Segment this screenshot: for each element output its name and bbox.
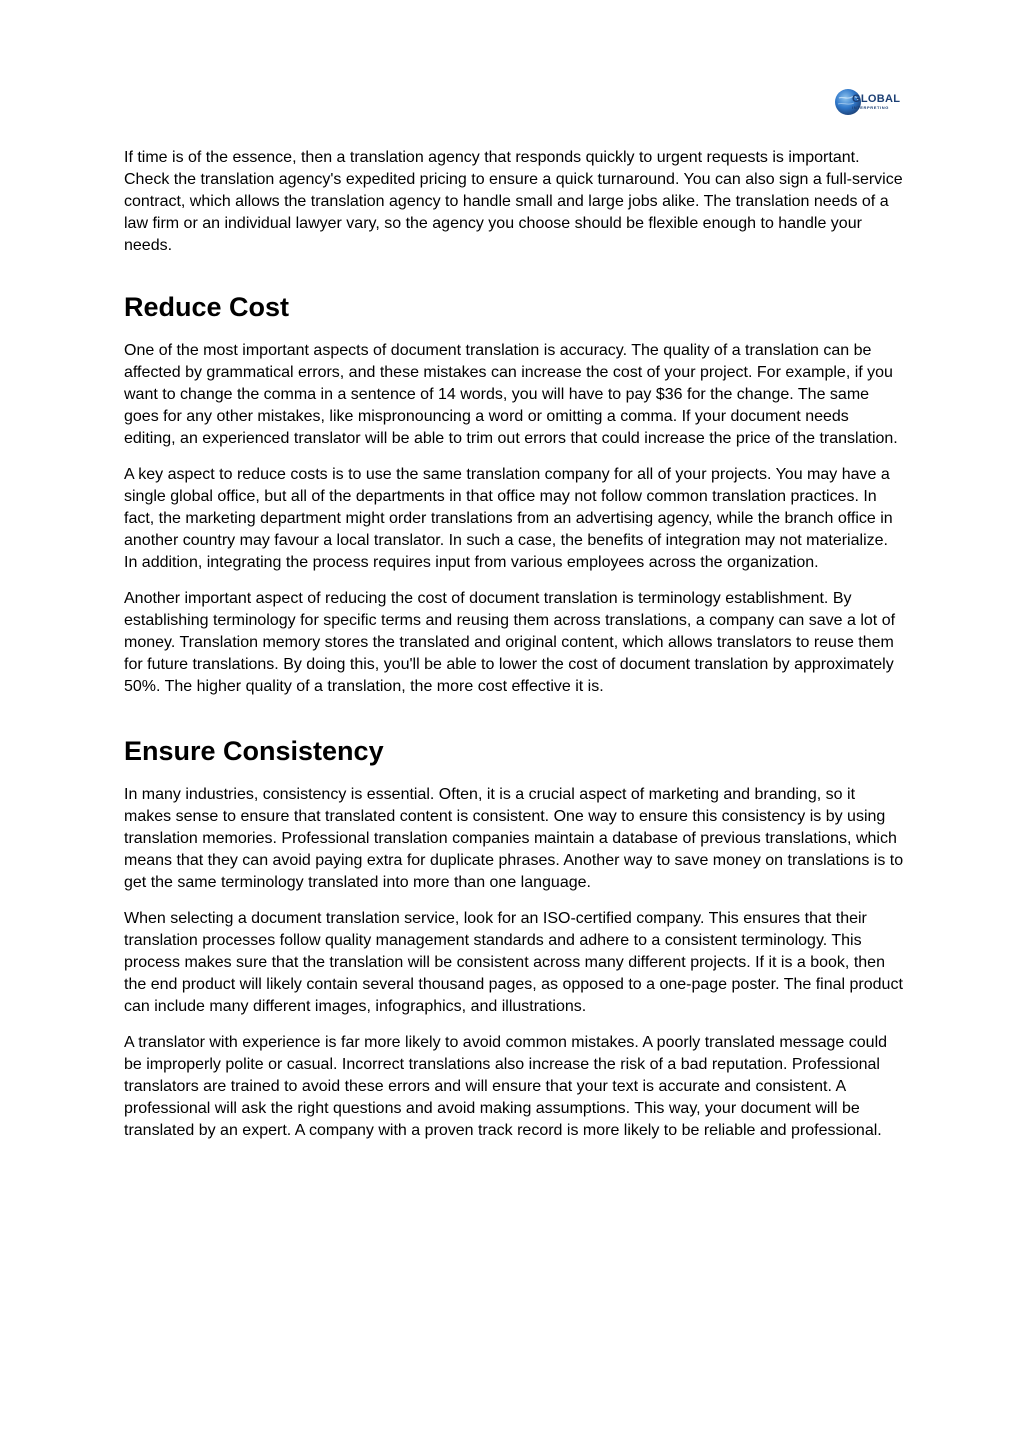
ensure-consistency-paragraph-2: When selecting a document translation service, look for an ISO-certified company. This ensures that their translation processes follow quality management standards and adhere to a consistent terminology. This process makes sure that the translation will be consistent across many different projects. If it is a book, then the end product will likely contain several thousand pages, as opposed to a one-page poster. The final product can include many different images, infographics, and illustrations. — [124, 910, 903, 1015]
ensure-consistency-paragraph-3: A translator with experience is far more likely to avoid common mistakes. A poorly translated message could be improperly polite or casual. Incorrect translations also increase the risk of a bad reputation. Professional translators are trained to avoid these errors and will ensure that your text is accurate and consistent. A professional will ask the right questions and avoid making assumptions. This way, your document will be translated by an expert. A company with a proven track record is more likely to be reliable and professional. — [124, 1034, 888, 1139]
reduce-cost-paragraph-1: One of the most important aspects of document translation is accuracy. The quality of a translation can be affected by grammatical errors, and these mistakes can increase the cost of your project. For example, if you want to change the comma in a sentence of 14 words, you will have to pay $36 for the change. The same goes for any other mistakes, like mispronouncing a word or omitting a comma. If your document needs editing, an experienced translator will be able to trim out errors that could increase the price of the translation. — [124, 342, 898, 447]
reduce-cost-heading: Reduce Cost — [124, 292, 290, 322]
ensure-consistency-heading: Ensure Consistency — [124, 736, 384, 766]
reduce-cost-paragraph-2: A key aspect to reduce costs is to use the same translation company for all of your projects. You may have a single global office, but all of the departments in that office may not follow common translation practices. In fact, the marketing department might order translations from an advertising agency, while the branch office in another country may favour a local translator. In such a case, the benefits of integration may not materialize. In addition, integrating the process requires input from various employees across the organization. — [124, 466, 893, 571]
ensure-consistency-paragraph-1: In many industries, consistency is essential. Often, it is a crucial aspect of marketing and branding, so it makes sense to ensure that translated content is consistent. One way to ensure this consistency is by using translation memories. Professional translation companies maintain a database of previous translations, which means that they can avoid paying extra for duplicate phrases. Another way to save money on translations is to get the same terminology translated into more than one language. — [124, 786, 904, 891]
intro-paragraph: If time is of the essence, then a translation agency that responds quickly to urgent requests is important. Check the translation agency's expedited pricing to ensure a quick turnaround. You can also sign a full-service contract, which allows the translation agency to handle small and large jobs alike. The translation needs of a law firm or an individual lawyer vary, so the agency you choose should be flexible enough to handle your needs. — [124, 149, 903, 254]
logo-tagline: INTERPRETING — [852, 105, 889, 110]
logo-wordmark: GLOBAL — [852, 93, 901, 105]
reduce-cost-paragraph-3: Another important aspect of reducing the cost of document translation is terminology establishment. By establishing terminology for specific terms and reusing them across translations, a company can save a lot of money. Translation memory stores the translated and original content, which allows translators to reuse them for future translations. By doing this, you'll be able to lower the cost of document translation by approximately 50%. The higher quality of a translation, the more cost effective it is. — [124, 590, 896, 695]
company-logo — [834, 84, 904, 120]
document-body — [124, 147, 904, 1142]
